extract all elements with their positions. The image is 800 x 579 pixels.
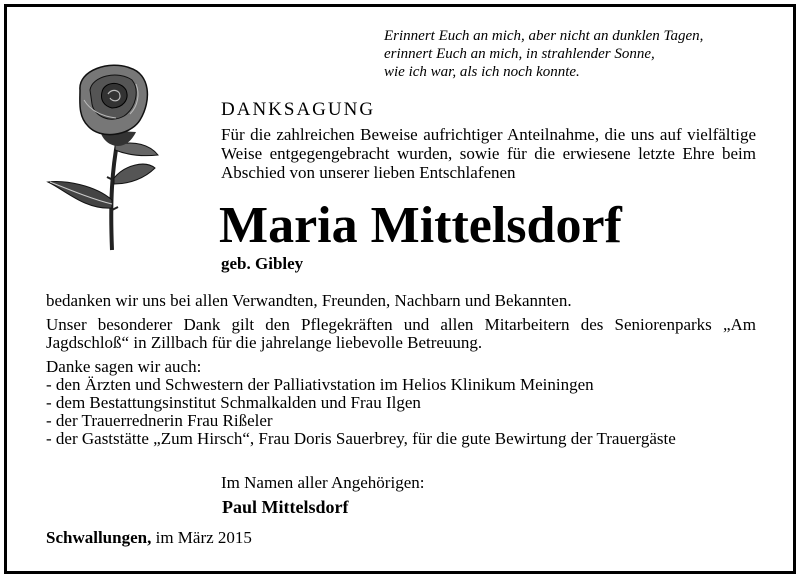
place-date [46, 528, 252, 548]
birth-name: geb. Gibley [221, 254, 304, 273]
heading: DANKSAGUNG [221, 99, 376, 120]
closing-line: Im Namen aller Angehörigen: [221, 473, 425, 492]
list-item: - der Trauerrednerin Frau Rißeler [46, 411, 273, 430]
intro-text: Für die zahlreichen Beweise aufrichtiger Anteilnahme, die uns auf vielfältige Weise entgegengebracht wurden, sowie für die erwiesene letzte Ehre beim Abschied von unserer lieben Entschlafenen [221, 125, 756, 182]
special-thanks: Unser besonderer Dank gilt den Pflegekräften und allen Mitarbeitern des Seniorenparks „Am Jagdschloß“ in Zillbach für die jahrelange liebevolle Betreuung. [46, 315, 756, 352]
date: im März 2015 [155, 528, 252, 547]
thanks-line: bedanken wir uns bei allen Verwandten, Freunden, Nachbarn und Bekannten. [46, 291, 572, 310]
list-item: - dem Bestattungsinstitut Schmalkalden und Frau Ilgen [46, 393, 421, 412]
poem-line: Erinnert Euch an mich, aber nicht an dunklen Tagen, [384, 28, 704, 44]
thanks-intro: Danke sagen wir auch: [46, 357, 202, 376]
list-item: - der Gaststätte „Zum Hirsch“, Frau Doris Sauerbrey, für die gute Bewirtung der Trauergäste [46, 429, 676, 448]
signer-name: Paul Mittelsdorf [222, 497, 349, 517]
memorial-poem [384, 27, 703, 81]
poem-line: erinnert Euch an mich, in strahlender Sonne, [384, 46, 655, 62]
rose-icon [40, 60, 170, 255]
list-item: - den Ärzten und Schwestern der Palliativstation im Helios Klinikum Meiningen [46, 375, 594, 394]
deceased-name: Maria Mittelsdorf [219, 197, 622, 254]
thanks-body [46, 292, 756, 448]
poem-line: wie ich war, als ich noch konnte. [384, 64, 580, 80]
place: Schwallungen, [46, 528, 152, 547]
